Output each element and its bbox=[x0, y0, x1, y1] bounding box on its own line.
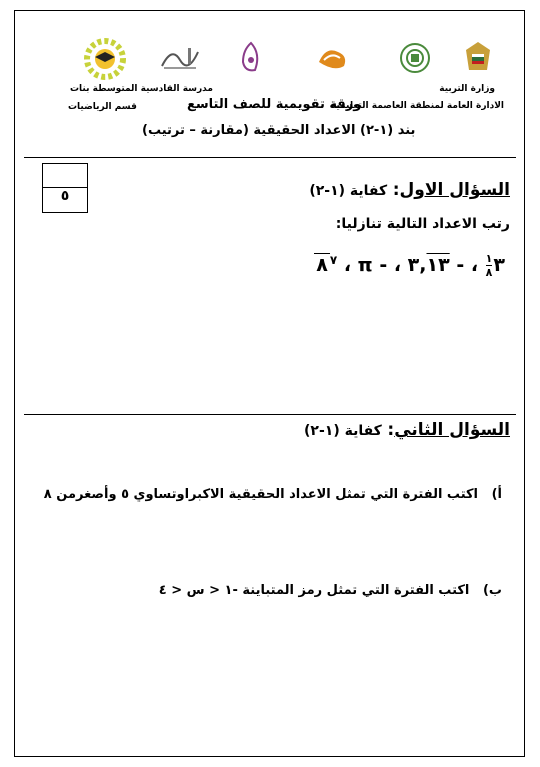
question2-heading: السؤال الثاني bbox=[394, 420, 510, 440]
radical bbox=[314, 253, 330, 276]
calligraphy-logo-icon bbox=[158, 42, 202, 72]
green-emblem-icon bbox=[399, 42, 431, 74]
purple-logo-icon bbox=[237, 40, 265, 74]
mixed-whole: ٣ bbox=[493, 254, 505, 276]
negative-decimal: - ٣, bbox=[407, 254, 465, 276]
score-total-cell: ٥ bbox=[60, 188, 70, 204]
fraction bbox=[486, 253, 493, 278]
negative-pi: - π bbox=[357, 254, 388, 276]
question2-colon: : bbox=[387, 420, 395, 440]
part-a-label: أ) bbox=[491, 487, 502, 502]
part-a-text: اكتب الفترة التي تمثل الاعداد الحقيقية الاكبراوتساوي ٥ وأصغرمن ٨ bbox=[43, 487, 479, 502]
score-box bbox=[42, 163, 88, 213]
fraction-denominator: ٨ bbox=[485, 266, 493, 279]
question-divider bbox=[24, 414, 516, 415]
ministry-emblem-icon bbox=[463, 40, 493, 74]
question1-header bbox=[309, 180, 510, 200]
question1-colon: : bbox=[392, 180, 400, 200]
fraction-numerator: ١ bbox=[485, 252, 493, 265]
root-index: ٧ bbox=[329, 253, 338, 267]
worksheet-title: ورقة تقويمية للصف التاسع bbox=[187, 97, 362, 112]
repeating-digits: ١٣ bbox=[426, 254, 450, 276]
question2-header bbox=[304, 420, 510, 440]
separator-1: ، bbox=[464, 254, 485, 276]
part-a bbox=[44, 487, 502, 502]
school-name: مدرسة القادسية المتوسطة بنات bbox=[70, 84, 213, 94]
school-logo-icon bbox=[82, 37, 128, 81]
separator-2: ، bbox=[387, 254, 408, 276]
directorate-label: الادارة العامة لمنطقة العاصمة التعليمية bbox=[330, 101, 504, 111]
ministry-label: وزارة التربية bbox=[439, 84, 495, 94]
part-b-text: اكتب الفترة التي تمثل رمز المتباينة -١ < س < ٤ bbox=[158, 583, 470, 598]
score-earned-cell bbox=[43, 164, 87, 188]
question1-heading: السؤال الاول bbox=[399, 180, 510, 200]
question1-numbers bbox=[314, 253, 505, 278]
part-b bbox=[159, 583, 502, 598]
part-b-label: ب) bbox=[482, 583, 502, 598]
department-label: قسم الرياضيات bbox=[68, 102, 137, 112]
question1-instruction: رتب الاعداد التالية تنازليا: bbox=[335, 216, 510, 232]
orange-logo-icon bbox=[316, 44, 350, 72]
topic-title: بند (١-٢) الاعداد الحقيقية (مقارنة – ترتيب) bbox=[142, 123, 416, 138]
header-divider bbox=[24, 157, 516, 158]
radicand: ٨ bbox=[316, 254, 328, 276]
question1-competency: كفاية (١-٢) bbox=[309, 183, 388, 199]
separator-3: ، bbox=[337, 254, 358, 276]
question2-competency: كفاية (١-٢) bbox=[304, 423, 382, 439]
